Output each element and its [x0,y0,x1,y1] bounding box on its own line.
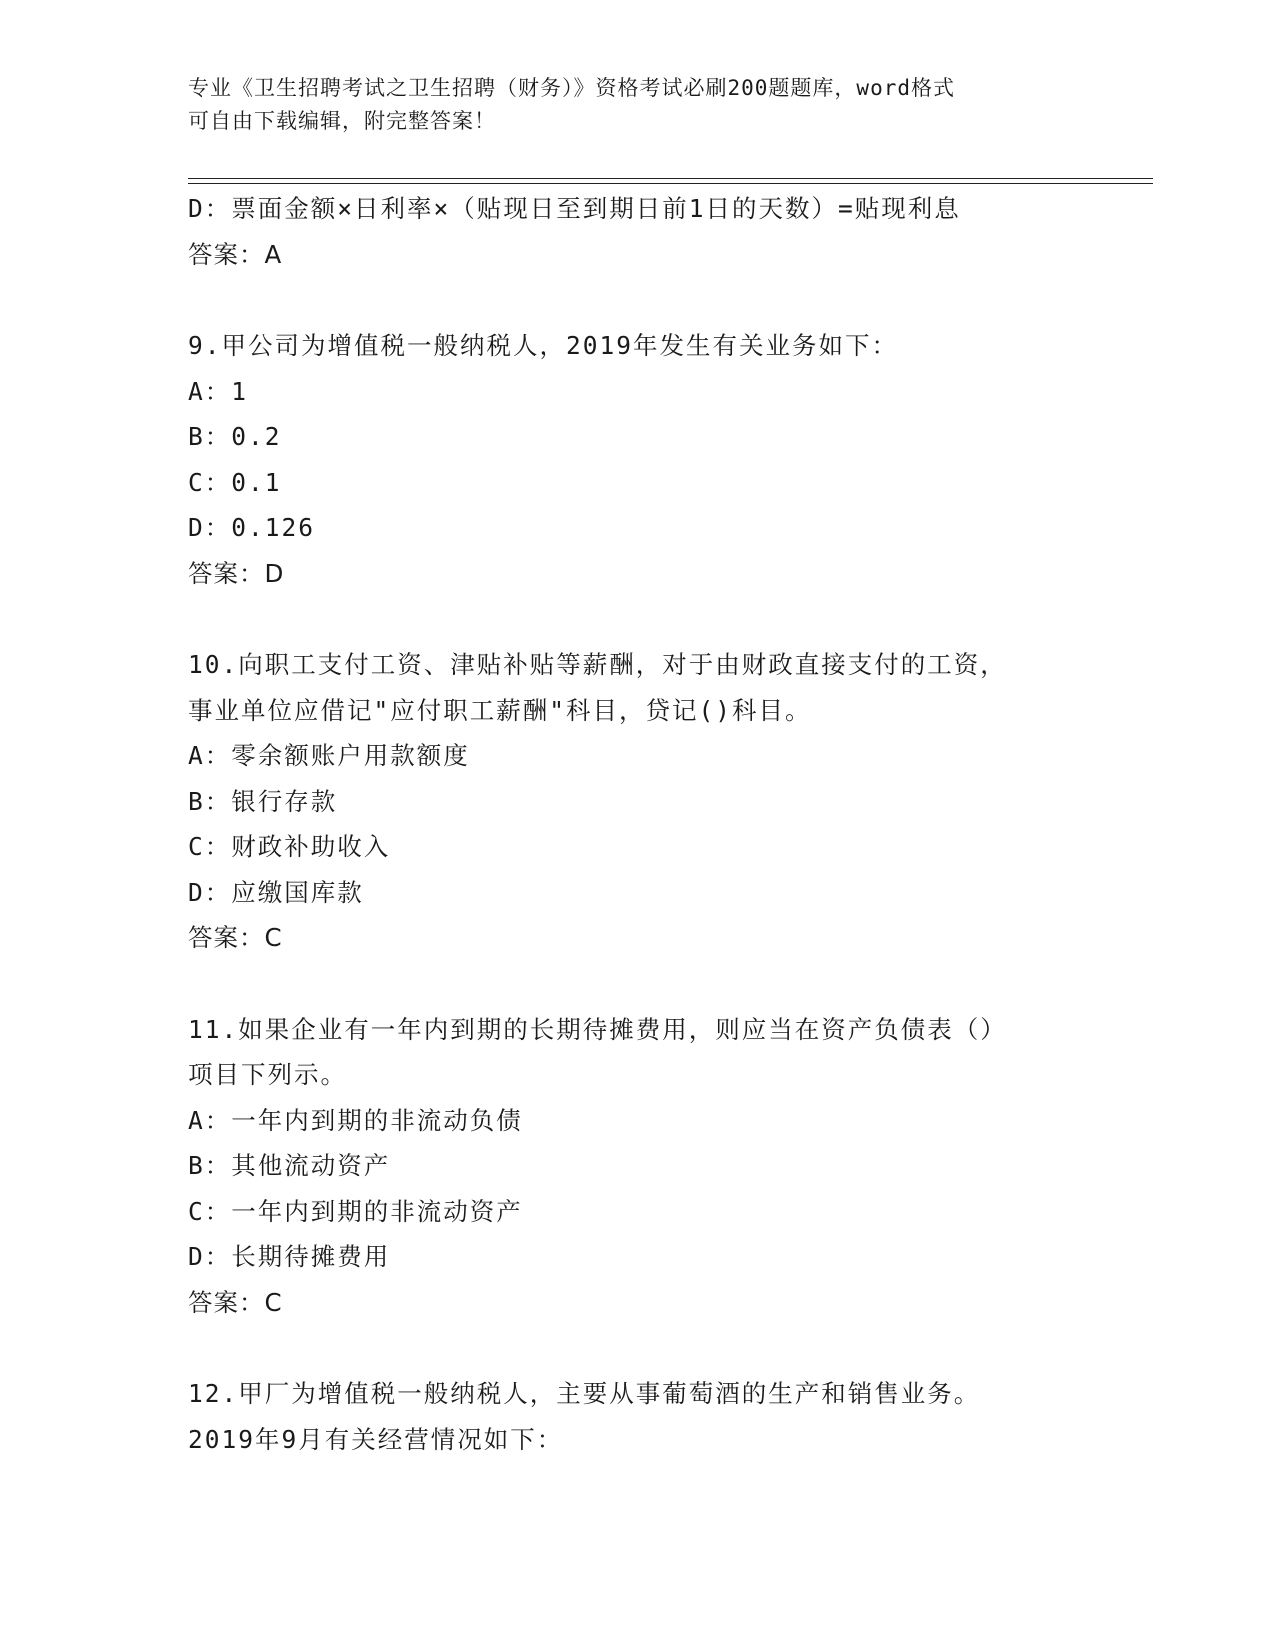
option-d: D：长期待摊费用 [188,1242,391,1271]
question-content [188,186,1088,1462]
question-12 [188,1371,1088,1462]
option-b: B：银行存款 [188,786,338,816]
option-c: C：一年内到期的非流动资产 [188,1196,523,1226]
question-stem: 10.向职工支付工资、津贴补贴等薪酬，对于由财政直接支付的工资， [188,650,1007,679]
option-a: A：1 [188,376,249,406]
question-10 [188,642,1088,961]
option-b: B：其他流动资产 [188,1151,391,1180]
answer-line: 答案：C [188,1287,283,1317]
option-c: C：财政补助收入 [188,832,391,861]
spacer [188,1325,1088,1371]
answer-line: 答案：C [188,923,283,952]
question-stem: 12.甲厂为增值税一般纳税人，主要从事葡萄酒的生产和销售业务。 [188,1379,981,1408]
header-line-2: 可自由下载编辑，附完整答案！ [188,109,496,133]
question-11 [188,1007,1088,1326]
spacer [188,277,1088,323]
option-c: C：0.1 [188,467,282,497]
question-8-tail [188,186,1088,277]
question-stem: 9.甲公司为增值税一般纳税人，2019年发生有关业务如下： [188,331,898,360]
answer-line: 答案：D [188,558,285,588]
spacer [188,961,1088,1007]
answer-line: 答案：A [188,239,283,269]
header-divider-top [188,178,1153,179]
question-9 [188,323,1088,596]
header-line-1: 专业《卫生招聘考试之卫生招聘（财务）》资格考试必刷200题题库，word格式 [188,76,955,100]
option-a: A：一年内到期的非流动负债 [188,1105,523,1135]
option-a: A：零余额账户用款额度 [188,741,470,770]
spacer [188,596,1088,642]
question-stem: 事业单位应借记"应付职工薪酬"科目，贷记()科目。 [188,695,812,725]
document-header [188,72,1068,138]
header-divider-bottom [188,183,1153,184]
question-stem: 项目下列示。 [188,1060,347,1089]
question-stem: 2019年9月有关经营情况如下： [188,1424,564,1454]
question-stem: 11.如果企业有一年内到期的长期待摊费用，则应当在资产负债表（） [188,1014,1007,1044]
option-d: D：0.126 [188,513,316,542]
option-b: B：0.2 [188,422,282,451]
option-d: D：票面金额×日利率×（贴现日至到期日前1日的天数）=贴现利息 [188,194,961,223]
option-d: D：应缴国库款 [188,877,364,907]
